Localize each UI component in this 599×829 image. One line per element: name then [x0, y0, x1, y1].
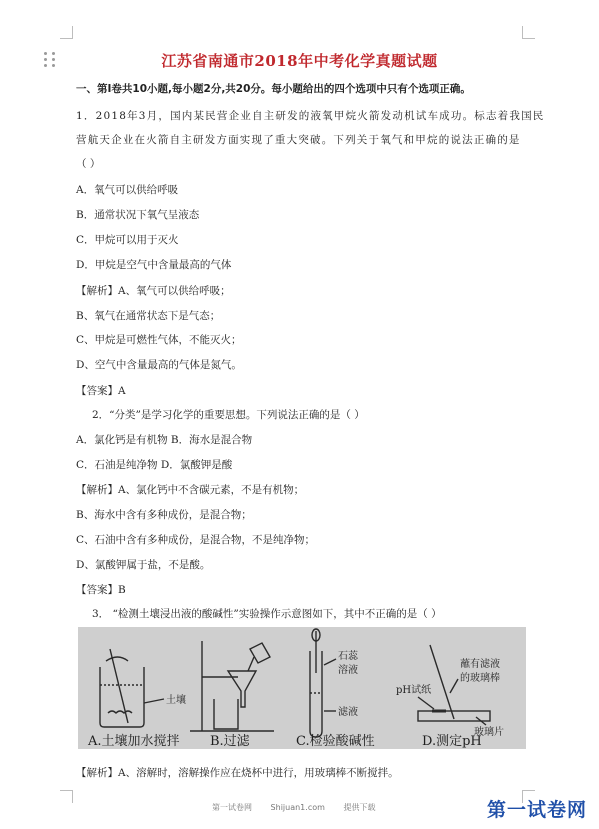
question-1-option-a: A．氧气可以供给呼吸: [76, 184, 179, 196]
question-1-analysis-b: B、氧气在通常状态下是气态；: [76, 310, 221, 322]
question-1-answer: 【答案】A: [76, 385, 126, 397]
question-2-analysis-d: D、氯酸钾属于盐，不是酸。: [76, 559, 211, 571]
footer-provide: 提供下载: [343, 803, 376, 812]
question-1-option-c: C．甲烷可以用于灭火: [76, 234, 179, 246]
filtration-drawing: [190, 641, 274, 731]
question-2-options-ab: A．氯化钙是有机物 B．海水是混合物: [76, 434, 253, 446]
crop-mark-top-right: [522, 26, 535, 39]
document-title: 江苏省南通市2018年中考化学真题试题: [161, 52, 438, 70]
caption-a: A.土壤加水搅拌: [88, 734, 180, 749]
experiment-diagram: [78, 627, 526, 749]
beaker-stirring-drawing: [100, 649, 164, 727]
question-2-answer: 【答案】B: [76, 584, 126, 596]
caption-c: C.检验酸碱性: [296, 734, 375, 749]
caption-d: D.测定pH: [422, 734, 482, 749]
test-tube-drawing: [310, 629, 336, 737]
question-1-analysis-d: D、空气中含量最高的气体是氮气。: [76, 359, 242, 371]
question-2-analysis-b: B、海水中含有多种成份，是混合物；: [76, 509, 252, 521]
label-filtrate: 滤液: [338, 707, 358, 718]
caption-b: B.过滤: [210, 734, 250, 749]
section-heading: 一、第Ⅰ卷共10小题,每小题2分,共20分。每小题给出的四个选项中只有个选项正确。: [76, 83, 471, 95]
question-1-analysis-a: 【解析】A、氧气可以供给呼吸；: [76, 285, 231, 297]
label-litmus: 石蕊: [338, 651, 358, 662]
page-footer: [212, 802, 391, 813]
footer-domain: Shijuan1.com: [270, 803, 325, 812]
question-1-line-2: 营航天企业在火箭自主研发方面实现了重大突破。下列关于氧气和甲烷的说法正确的是: [76, 134, 521, 146]
label-solution: 溶液: [338, 665, 358, 676]
question-2-stem: 2．“分类”是学习化学的重要思想。下列说法正确的是（ ）: [92, 409, 365, 421]
label-dipped-rod-line-1: 蘸有滤液: [460, 659, 500, 670]
watermark-logo: 第一试卷网: [486, 799, 587, 821]
question-1-line-1: 1．2018年3月，国内某民营企业自主研发的液氧甲烷火箭发动机试车成功。标志着我国民: [76, 110, 545, 122]
question-2-analysis-a: 【解析】A、氯化钙中不含碳元素，不是有机物；: [76, 484, 305, 496]
label-soil: 土壤: [166, 695, 186, 706]
label-dipped-rod-line-2: 的玻璃棒: [460, 673, 500, 684]
question-2-analysis-c: C、石油中含有多种成份，是混合物，不是纯净物；: [76, 534, 316, 546]
question-2-options-cd: C．石油是纯净物 D．氯酸钾是酸: [76, 459, 233, 471]
experiment-figure: [78, 627, 526, 749]
question-1-option-b: B．通常状况下氧气呈液态: [76, 209, 200, 221]
question-3-stem: 3． “检测土壤浸出液的酸碱性”实验操作示意图如下，其中不正确的是（ ）: [92, 608, 442, 620]
question-1-blank: （ ）: [76, 158, 101, 170]
question-3-analysis-a: 【解析】A、溶解时，溶解操作应在烧杯中进行，用玻璃棒不断搅拌。: [76, 767, 399, 779]
crop-mark-top-left: [60, 26, 73, 39]
label-ph-paper: pH试纸: [396, 685, 432, 696]
crop-mark-bottom-left: [60, 790, 73, 803]
footer-site-name: 第一试卷网: [212, 803, 252, 812]
label-glass-plate: 玻璃片: [474, 727, 504, 738]
question-1-option-d: D．甲烷是空气中含量最高的气体: [76, 259, 232, 271]
question-1-analysis-c: C、甲烷是可燃性气体，不能灭火；: [76, 334, 242, 346]
